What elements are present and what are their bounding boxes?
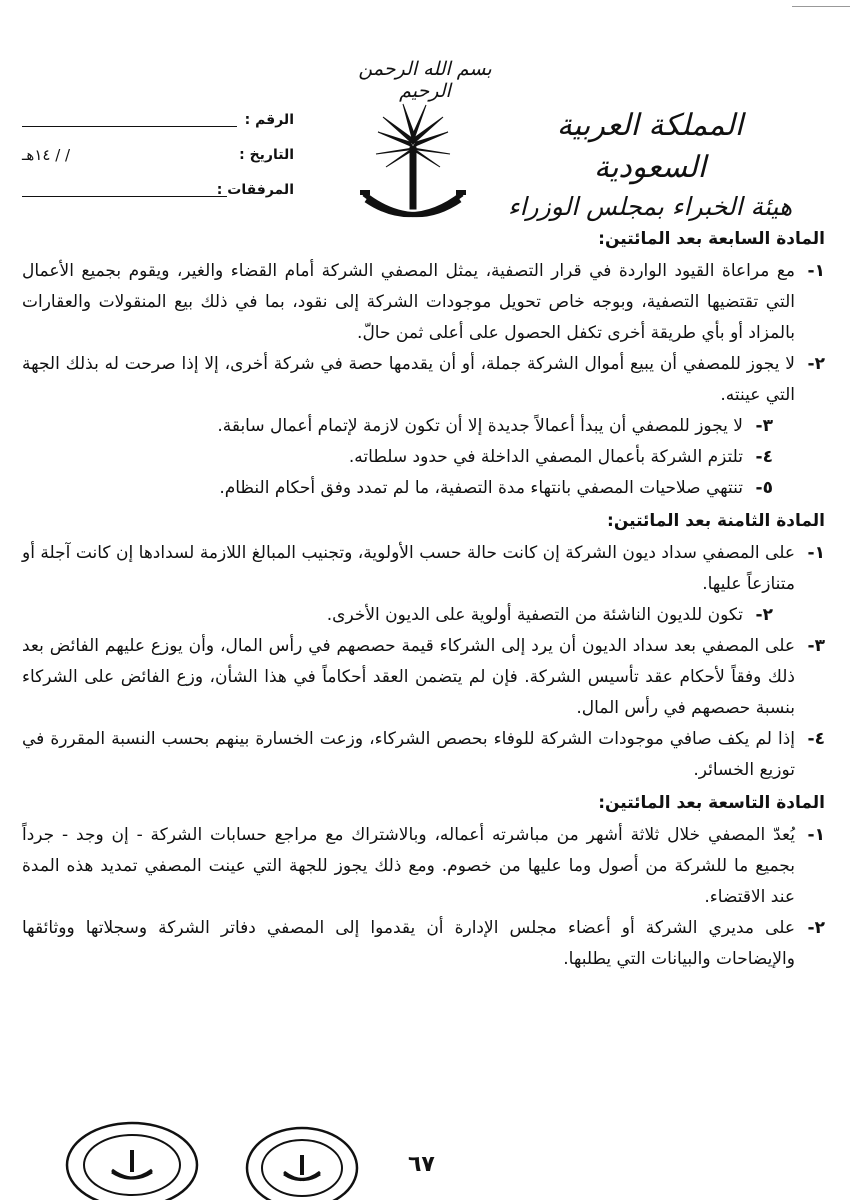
seal-right-icon — [247, 1128, 357, 1200]
kingdom-name: المملكة العربية السعودية — [556, 108, 744, 185]
attachments-row — [22, 178, 294, 213]
attachments-line — [22, 196, 227, 197]
scan-edge-line — [792, 6, 850, 7]
saudi-emblem-icon — [358, 102, 468, 232]
document-body — [22, 222, 825, 975]
bismillah: بسم الله الرحمن الرحيم — [358, 58, 492, 102]
seal-left-icon — [67, 1123, 197, 1200]
attachments-label: المرفقات : — [216, 182, 294, 198]
date-value: ١٤هـ / / — [22, 146, 71, 164]
authority-name: هيئة الخبراء بمجلس الوزراء — [507, 192, 793, 221]
article-207-heading: المادة السابعة بعد المائتين: — [598, 229, 825, 249]
official-seals — [62, 1110, 362, 1200]
page-number: ٦٧ — [408, 1152, 435, 1177]
article-209-clause-1: ١- يُعدّ المصفي خلال ثلاثة أشهر من مباشرته أعماله، وبالاشتراك مع مراجع حسابات الشركة - إن وجد - جرداً بجميع ما للشركة من أصول وما عليها من خصوم. ومع ذلك يجوز للجهة التي عينت المصفي تمديد هذه المدة عند الاقتضاء. — [22, 825, 825, 907]
article-208-clause-2: ٢- تكون للديون الناشئة من التصفية أولوية على الديون الأخرى. — [326, 605, 773, 625]
issuer-heading — [500, 105, 800, 225]
reference-number-label: الرقم : — [244, 112, 294, 128]
reference-number-row — [22, 108, 294, 143]
article-207-clause-1: ١- مع مراعاة القيود الواردة في قرار التصفية، يمثل المصفي الشركة أمام القضاء والغير، ويقوم بجميع الأعمال التي تقتضيها التصفية، وبوجه خاص تحويل موجودات الشركة إلى نقود، بما في ذلك بيع المنقولات والعقارات بالمزاد أو بأي طريقة أخرى تكفل الحصول على أعلى ثمن حالّ. — [22, 261, 825, 343]
article-209-clause-2: ٢- على مديري الشركة أو أعضاء مجلس الإدارة أن يقدموا إلى المصفي دفاتر الشركة وسجلاتها ووثائقها والإيضاحات والبيانات التي يطلبها. — [22, 918, 825, 969]
reference-number-line — [22, 126, 237, 127]
article-209-heading: المادة التاسعة بعد المائتين: — [598, 793, 825, 813]
article-207-clause-5: ٥- تنتهي صلاحيات المصفي بانتهاء مدة التصفية، ما لم تمدد وفق أحكام النظام. — [219, 478, 773, 498]
article-207-clause-2: ٢- لا يجوز للمصفي أن يبيع أموال الشركة جملة، أو أن يقدمها حصة في شركة أخرى، إلا إذا صرحت له بذلك الجهة التي عينته. — [22, 354, 825, 405]
date-label: التاريخ : — [239, 147, 294, 163]
article-207-clause-3: ٣- لا يجوز للمصفي أن يبدأ أعمالاً جديدة إلا أن تكون لازمة لإتمام أعمال سابقة. — [217, 416, 773, 436]
article-208-clause-3: ٣- على المصفي بعد سداد الديون أن يرد إلى الشركاء قيمة حصصهم في رأس المال، وأن يوزع عليهم الفائض بعد ذلك وفقاً لأحكام عقد تأسيس الشركة. فإن لم يتضمن العقد أحكاماً في هذا الشأن، وزع الفائض على الشركاء بنسبة حصصهم في رأس المال. — [22, 636, 825, 718]
article-208-heading: المادة الثامنة بعد المائتين: — [607, 511, 825, 531]
article-208-clause-1: ١- على المصفي سداد ديون الشركة إن كانت حالة حسب الأولوية، وتجنيب المبالغ اللازمة لسدادها إن كانت آجلة أو متنازعاً عليها. — [22, 543, 825, 594]
article-207-clause-4: ٤- تلتزم الشركة بأعمال المصفي الداخلة في حدود سلطاته. — [348, 447, 773, 467]
article-208-clause-4: ٤- إذا لم يكف صافي موجودات الشركة للوفاء بحصص الشركاء، وزعت الخسارة بينهم بحسب النسبة المقررة في توزيع الخسائر. — [22, 729, 825, 780]
reference-block — [22, 108, 294, 213]
date-row — [22, 143, 294, 178]
